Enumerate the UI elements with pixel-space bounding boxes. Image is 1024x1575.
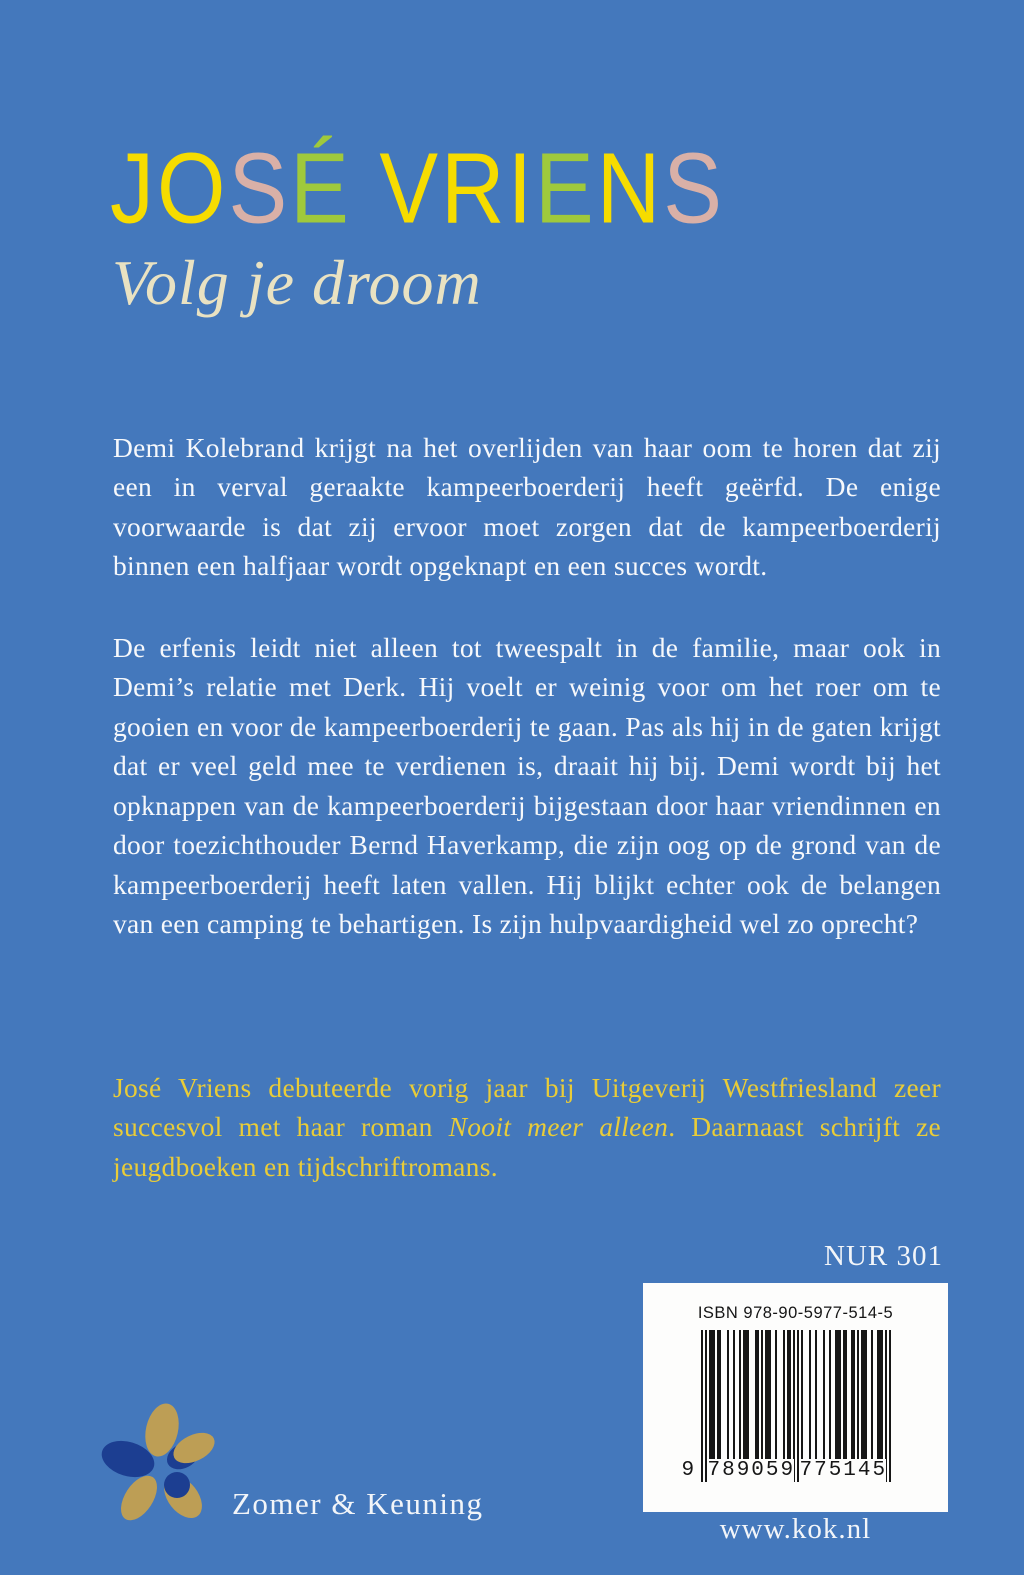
author-letter: R — [441, 131, 508, 245]
author-letter: É — [290, 131, 352, 245]
nur-code: NUR 301 — [824, 1240, 943, 1272]
author-note-paragraph — [113, 1068, 941, 1187]
author-letter: N — [596, 131, 664, 245]
author-letter — [352, 131, 379, 244]
publisher-name: Zomer & Keuning — [232, 1486, 484, 1521]
barcode-panel — [643, 1283, 948, 1512]
ean13-barcode — [681, 1330, 891, 1484]
isbn-label: ISBN 978-90-5977-514-5 — [697, 1304, 894, 1322]
synopsis-paragraph-1: Demi Kolebrand krijgt na het overlijden van haar oom te horen dat zij een in verval geraakte kampeerboerderij heeft geërfd. De enige voorwaarde is dat zij ervoor moet zorgen dat de kampeerboerderij binnen een halfjaar wordt opgeknapt en een succes wordt. — [113, 431, 941, 581]
publisher-website: www.kok.nl — [719, 1513, 872, 1545]
author-note-pre: José Vriens debuteerde vorig jaar bij Uitgeverij Westfriesland zeer succesvol met haar roman — [113, 1071, 941, 1142]
publisher-flower-logo — [95, 1393, 230, 1533]
barcode-digit-group-1: 789059 — [707, 1459, 796, 1482]
synopsis-paragraph-2: De erfenis leidt niet alleen tot tweespalt in de familie, maar ook in Demi’s relatie met Derk. Hij voelt er weinig voor om het roer om te gooien en voor de kampeerboerderij te gaan. Pas als hij in de gaten krijgt dat er veel geld mee te verdienen is, draait hij bij. Demi wordt bij het opknappen van de kampeerboerderij bijgestaan door haar vriendinnen en door toezichthouder Bernd Haverkamp, die zijn oog op de grond van de kampeerboerderij heeft laten vallen. Hij blijkt echter ook de belangen van een camping te behartigen. Is zijn hulpvaardigheid wel zo oprecht? — [113, 631, 941, 939]
barcode-digits — [681, 1459, 891, 1483]
author-letter: O — [157, 131, 229, 245]
author-letter: S — [663, 131, 725, 245]
author-letter: J — [110, 131, 157, 245]
book-title: Volg je droom — [112, 247, 482, 318]
author-letter: S — [228, 131, 291, 245]
author-letter: E — [535, 131, 597, 245]
author-letter: V — [379, 131, 442, 245]
author-letter: I — [507, 131, 536, 245]
barcode-digit-group-2: 775145 — [799, 1459, 888, 1482]
author-note-book-title: Nooit meer alleen — [448, 1111, 669, 1142]
author-name — [110, 131, 725, 245]
barcode-digit-lead: 9 — [681, 1459, 695, 1482]
author-note-post: . Daarnaast schrijft ze jeugdboeken en tijdschriftromans. — [113, 1111, 942, 1182]
